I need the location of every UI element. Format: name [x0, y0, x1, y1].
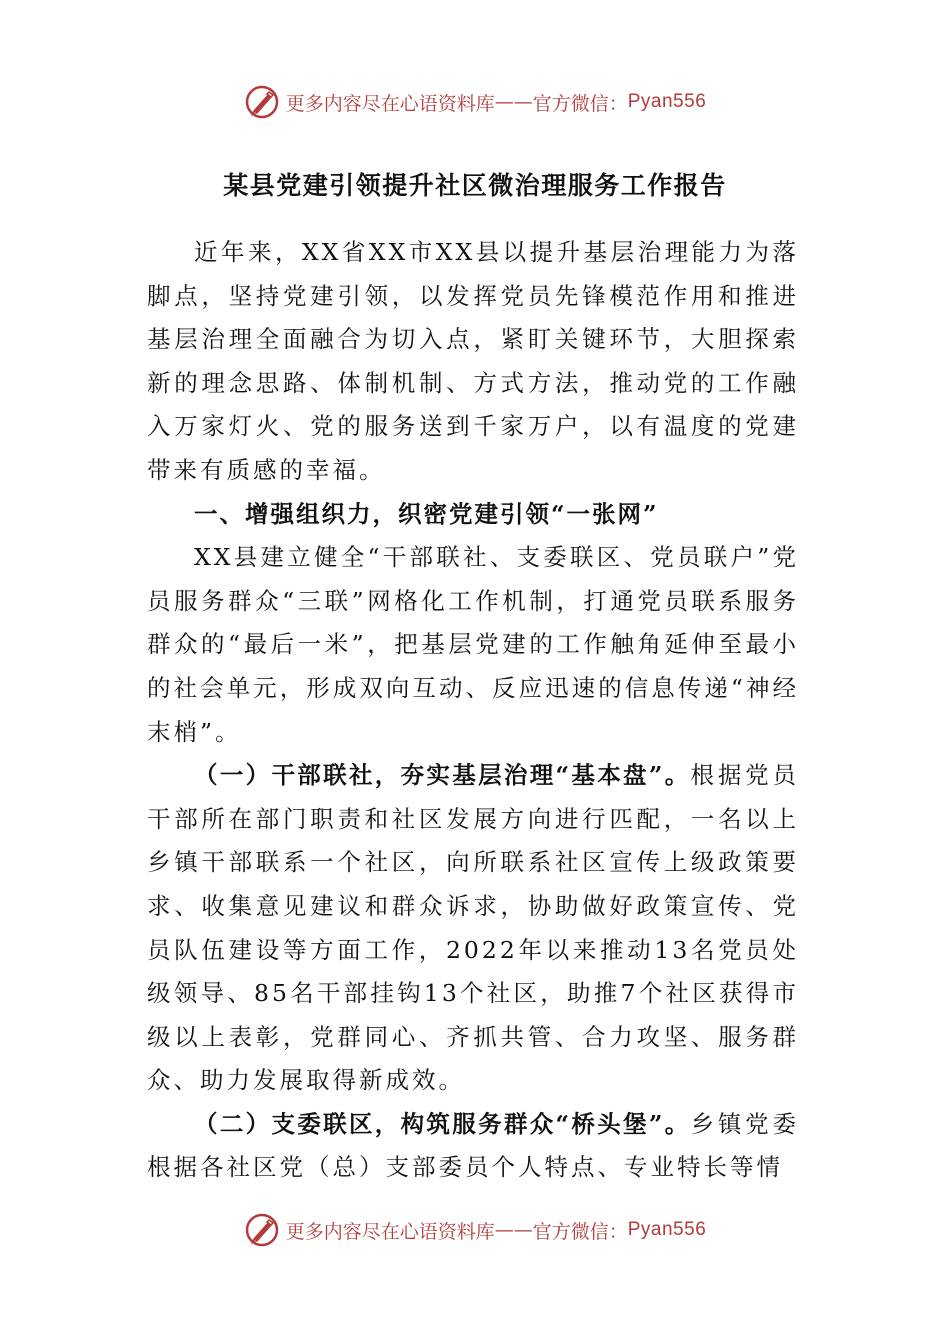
- banner-dash: ——: [494, 1219, 533, 1241]
- intro-paragraph: 近年来，XX省XX市XX县以提升基层治理能力为落脚点，坚持党建引领，以发挥党员先锋模范作用和推进基层治理全面融合为切入点，紧盯关键环节，大胆探索新的理念思路、体制机制、方式方法，推动党的工作融入万家灯火、党的服务送到千家万户，以有温度的党建带来有质感的幸福。: [147, 238, 799, 484]
- subsection-2-body: 乡镇党委根据各社区党（总）支部委员个人特点、专业特长等情: [147, 1109, 799, 1182]
- footer-banner: [0, 1210, 950, 1250]
- subsection-1-body: 根据党员干部所在部门职责和社区发展方向进行匹配，一名以上乡镇干部联系一个社区，向所联系社区宣传上级政策要求、收集意见建议和群众诉求，协助做好政策宣传、党员队伍建设等方面工作，2022年以来推动13名党员处级领导、85名干部挂钩13个社区，助推7个社区获得市级以上表彰，党群同心、齐抓共管、合力攻坚、服务群众、助力发展取得新成效。: [147, 761, 799, 1095]
- banner-dash: ——: [494, 91, 533, 113]
- banner-wechat-label: 官方微信：: [532, 92, 628, 115]
- subsection-2-paragraph: [147, 1103, 799, 1190]
- banner-wechat-id: Pyan556: [627, 1219, 707, 1240]
- subsection-2-heading: （二）支委联区，构筑服务群众“桥头堡”。: [194, 1109, 691, 1138]
- subsection-1-paragraph: [147, 754, 799, 1103]
- section-heading-1: 一、增强组织力，织密党建引领“一张网”: [194, 499, 659, 528]
- header-banner: [0, 82, 950, 122]
- subsection-1-heading: （一）干部联社，夯实基层治理“基本盘”。: [194, 761, 691, 790]
- banner-wechat-id: Pyan556: [627, 91, 707, 112]
- pen-logo-icon: [244, 84, 280, 120]
- document-body: [147, 231, 799, 1190]
- banner-text: 更多内容尽在心语资料库: [285, 1220, 495, 1243]
- banner-text: 更多内容尽在心语资料库: [285, 92, 495, 115]
- section-1-paragraph: XX县建立健全“干部联社、支委联区、党员联户”党员服务群众“三联”网格化工作机制，打通党员联系服务群众的“最后一米”，把基层党建的工作触角延伸至最小的社会单元，形成双向互动、反应迅速的信息传递“神经末梢”。: [147, 543, 799, 746]
- banner-wechat-label: 官方微信：: [532, 1220, 628, 1243]
- document-title: 某县党建引领提升社区微治理服务工作报告: [223, 171, 727, 200]
- pen-logo-icon: [244, 1212, 280, 1248]
